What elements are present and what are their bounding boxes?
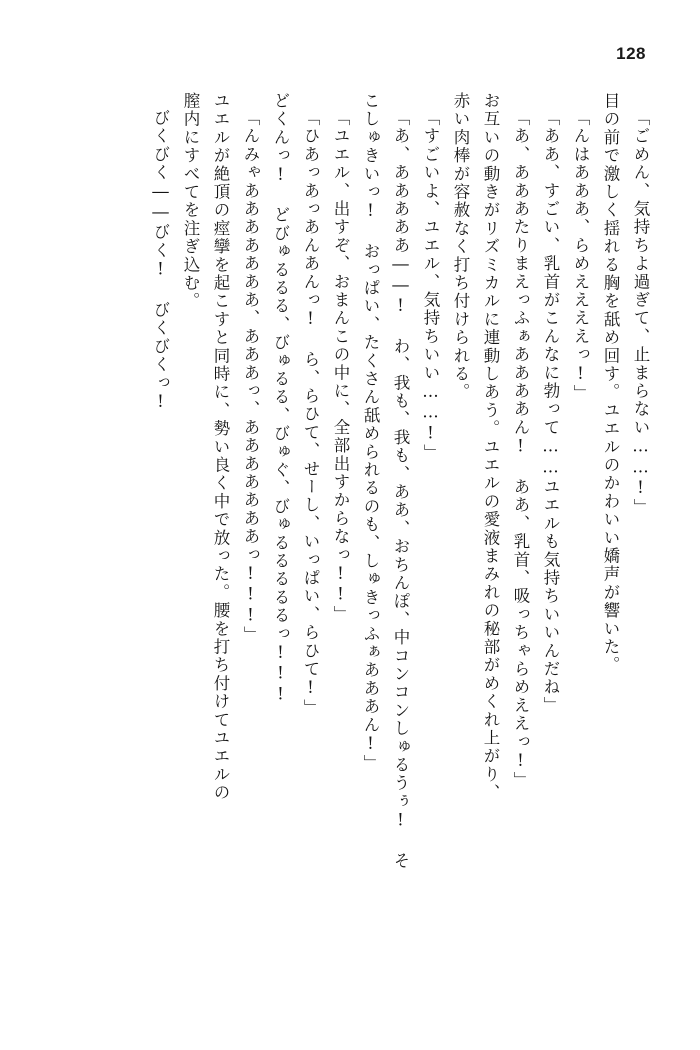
text-line: 「んはあああ、らめええええっ!」	[571, 109, 590, 403]
text-line: 「ユエル、出すぞ、おまんこの中に、全部出すからなっ!!」	[331, 109, 350, 624]
text-line: 目の前で激しく揺れる胸を舐め回す。ユエルのかわいい嬌声が響いた。	[601, 92, 620, 675]
text-line: 「ひあっあっあんあんっ! ら、らひて、せーし、いっぱい、らひて!」	[301, 109, 320, 718]
text-line: こしゅきいっ! おっぱい、たくさん舐められるのも、しゅきっふぁあああん!」	[361, 92, 380, 773]
text-line: 膣内にすべてを注ぎ込む。	[181, 92, 200, 311]
text-line: どくんっ! どびゅるるる、びゅるる、びゅぐ、びゅるるるるるっ!!!	[271, 92, 290, 706]
text-line: 「ああ、すごい、乳首がこんなに勃って……ユエルも気持ちいいんだね」	[541, 109, 560, 715]
text-line: ユエルが絶頂の痙攣を起こすと同時に、勢い良く中で放った。腰を打ち付けてユエルの	[211, 92, 230, 802]
text-line: お互いの動きがリズミカルに連動しあう。ユエルの愛液まみれの秘部がめくれ上がり、	[481, 92, 500, 802]
text-line: 「あ、あああああ――! わ、我も、我も、ああ、おちんぽ、中コンコンしゅるうぅ! そ	[391, 109, 410, 871]
vertical-text-body	[52, 92, 648, 992]
text-line: 「ごめん、気持ちよ過ぎて、止まらない……!」	[631, 109, 650, 517]
text-line: 赤い肉棒が容赦なく打ち付けられる。	[451, 92, 470, 402]
page-number: 128	[616, 44, 646, 63]
text-line: 「すごいよ、ユエル、気持ちいい……!」	[421, 109, 440, 463]
text-line: 「あ、あああたりまえっふぁああああん! ああ、乳首、吸っちゃらめええっ!」	[511, 109, 530, 790]
text-line: びくびく――びく! びくびくっ!	[151, 109, 170, 413]
text-line: 「んみゃあああああああ、あああっ、あああああああっ!!!」	[241, 109, 260, 645]
